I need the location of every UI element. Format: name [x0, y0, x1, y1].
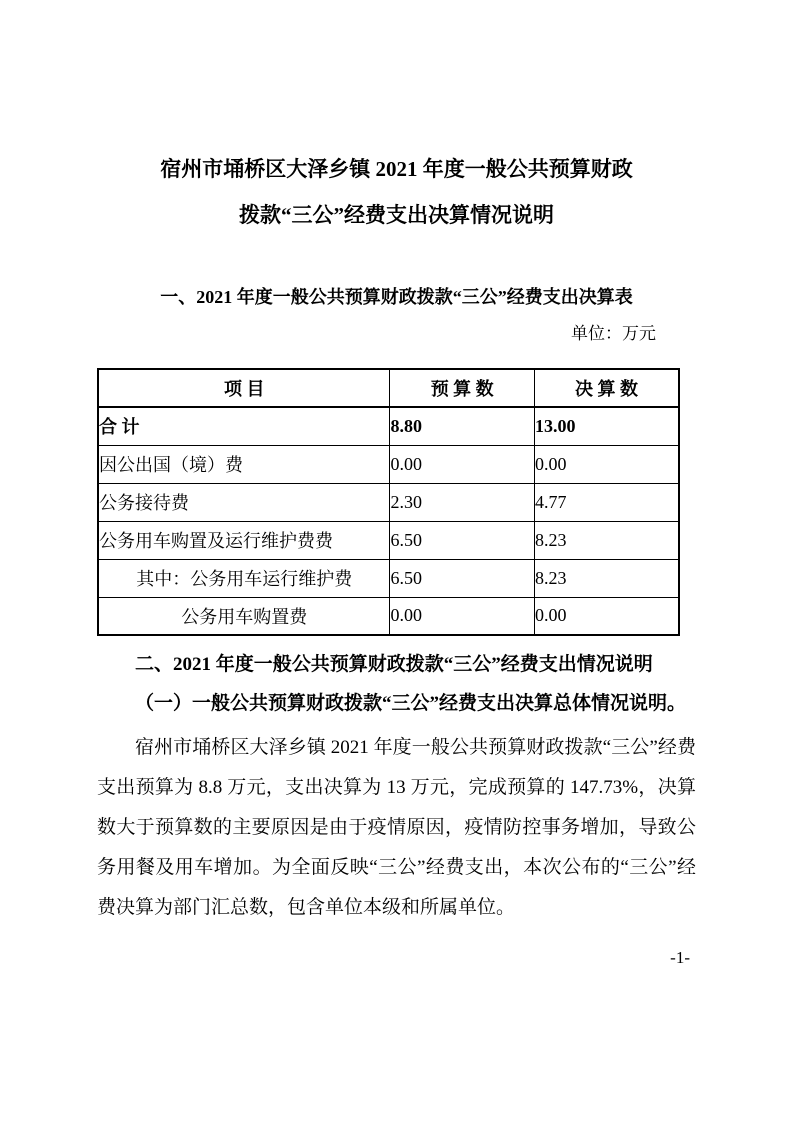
body-paragraph: 宿州市埇桥区大泽乡镇 2021 年度一般公共预算财政拨款“三公”经费支出预算为 8.8 万元，支出决算为 13 万元，完成预算的 147.73%，决算数大于预算数的主要原因是由于疫情原因，疫情防控事务增加，导致公务用餐及用车增加。为全面反映“三公”经费支出，本次公布的“三公”经费决算为部门汇总数，包含单位本级和所属单位。 [97, 737, 696, 918]
row-final: 0.00 [534, 445, 679, 483]
table-row [98, 483, 679, 521]
row-budget: 6.50 [390, 521, 535, 559]
row-budget: 6.50 [390, 559, 535, 597]
row-label: 公务接待费 [98, 483, 390, 521]
row-budget: 2.30 [390, 483, 535, 521]
row-final: 8.23 [534, 559, 679, 597]
header-budget: 预 算 数 [390, 369, 535, 407]
row-budget: 0.00 [390, 445, 535, 483]
table-row [98, 407, 679, 445]
row-budget: 0.00 [390, 597, 535, 635]
section2-heading: 二、2021 年度一般公共预算财政拨款“三公”经费支出情况说明 [135, 654, 653, 675]
document-title-line1: 宿州市埇桥区大泽乡镇 2021 年度一般公共预算财政 [160, 157, 633, 181]
document-title [97, 146, 696, 238]
section1-heading: 一、2021 年度一般公共预算财政拨款“三公”经费支出决算表 [160, 287, 633, 307]
row-final: 8.23 [534, 521, 679, 559]
table-row [98, 597, 679, 635]
row-label: 合 计 [98, 407, 390, 445]
row-label: 公务用车购置费 [98, 597, 390, 635]
table-header-row [98, 369, 679, 407]
table-row [98, 445, 679, 483]
unit-label: 单位：万元 [571, 324, 656, 343]
expenses-table [97, 368, 680, 636]
page-number: -1- [670, 948, 690, 967]
row-label: 因公出国（境）费 [98, 445, 390, 483]
row-final: 4.77 [534, 483, 679, 521]
subsection-heading: （一）一般公共预算财政拨款“三公”经费支出决算总体情况说明。 [135, 693, 687, 714]
row-label: 其中：公务用车运行维护费 [98, 559, 390, 597]
row-budget: 8.80 [390, 407, 535, 445]
table-row [98, 559, 679, 597]
header-final: 决 算 数 [534, 369, 679, 407]
document-title-line2: 拨款“三公”经费支出决算情况说明 [239, 203, 554, 227]
row-final: 13.00 [534, 407, 679, 445]
table-row [98, 521, 679, 559]
row-label: 公务用车购置及运行维护费费 [98, 521, 390, 559]
header-item: 项 目 [98, 369, 390, 407]
row-final: 0.00 [534, 597, 679, 635]
